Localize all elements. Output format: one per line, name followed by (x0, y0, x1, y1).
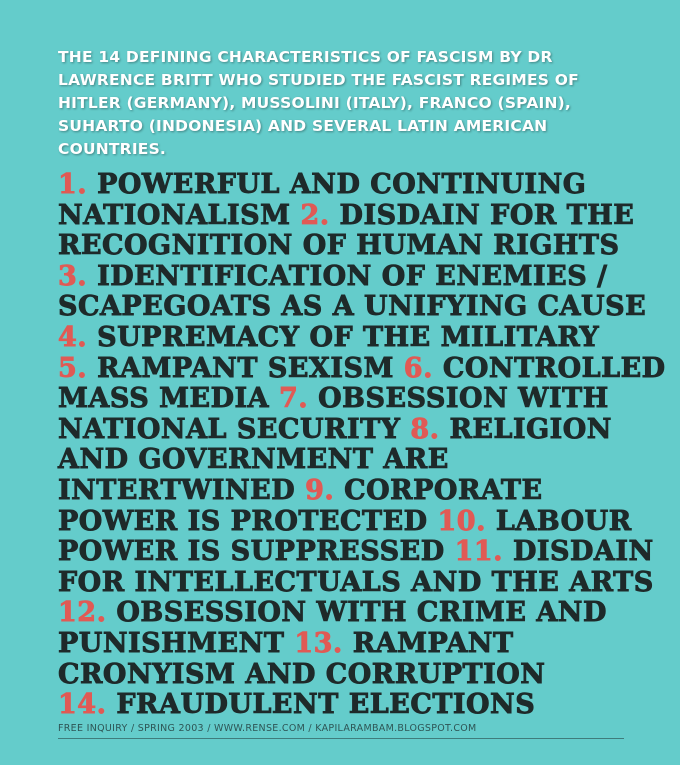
intro-text: THE 14 DEFINING CHARACTERISTICS OF FASCISM BY DR LAWRENCE BRITT WHO STUDIED THE FASCIST REGIMES OF HITLER (GERMANY), MUSSOLINI (ITALY), FRANCO (SPAIN), SUHARTO (INDONESIA) AND SEVERAL LATIN AMERICAN COUNTRIES. (58, 48, 579, 158)
item-text: OBSESSION WITH NATIONAL SECURITY (58, 383, 609, 445)
item-number: 13. (294, 627, 343, 659)
item-number: 10. (437, 505, 486, 537)
item-number: 1. (58, 169, 88, 200)
characteristics-list (58, 170, 670, 721)
source-credit: FREE INQUIRY / SPRING 2003 / WWW.RENSE.COM / KAPILARAMBAM.BLOGSPOT.COM (58, 723, 477, 734)
item-text: POWERFUL AND CONTINUING NATIONALISM (58, 169, 587, 231)
item-text: FRAUDULENT ELECTIONS (116, 689, 536, 721)
item-text: RAMPANT CRONYISM AND CORRUPTION (58, 627, 546, 690)
item-number: 12. (58, 597, 107, 629)
item-text: OBSESSION WITH CRIME AND PUNISHMENT (58, 597, 607, 659)
item-text: SUPREMACY OF THE MILITARY (97, 321, 600, 353)
item-number: 4. (58, 321, 88, 353)
divider (58, 738, 624, 739)
item-number: 8. (410, 413, 440, 445)
item-text: RAMPANT SEXISM (97, 352, 394, 384)
item-number: 2. (300, 199, 330, 231)
item-number: 9. (305, 474, 335, 506)
item-number: 3. (58, 260, 88, 292)
item-number: 14. (58, 689, 107, 721)
item-text: RELIGION AND GOVERNMENT ARE INTERTWINED (58, 413, 612, 506)
item-number: 7. (279, 383, 309, 415)
item-text: CONTROLLED MASS MEDIA (58, 352, 666, 415)
list-item (58, 353, 394, 384)
item-text: DISDAIN FOR THE RECOGNITION OF HUMAN RIGHTS (58, 199, 635, 262)
list-item (58, 322, 599, 353)
item-number: 6. (403, 352, 433, 384)
item-text: DISDAIN FOR INTELLECTUALS AND THE ARTS (58, 536, 654, 598)
list-item (58, 261, 646, 323)
item-number: 5. (58, 352, 88, 384)
item-text: LABOUR POWER IS SUPPRESSED (58, 505, 632, 568)
list-item (58, 689, 535, 720)
item-number: 11. (454, 536, 504, 568)
item-text: CORPORATE POWER IS PROTECTED (58, 474, 543, 537)
item-text: IDENTIFICATION OF ENEMIES / SCAPEGOATS AS A UNIFYING CAUSE (58, 260, 647, 323)
